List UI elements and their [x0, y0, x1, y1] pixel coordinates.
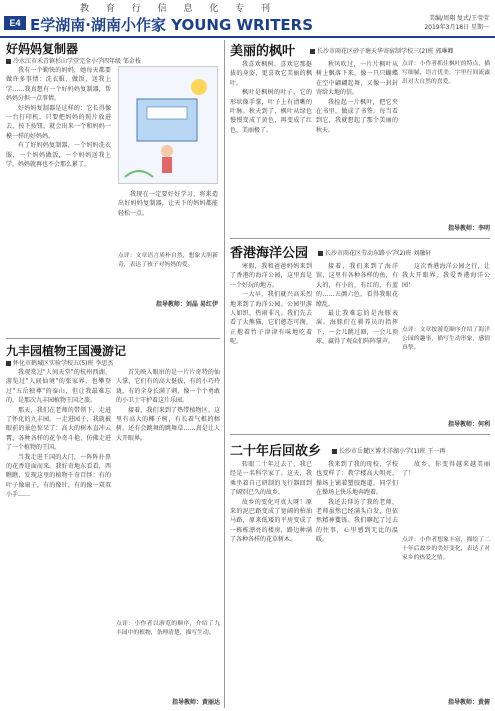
article4-paragraph: 寒假，我和爸爸妈妈来到了香港的海洋公园，这里真是一个好玩的地方。	[230, 263, 312, 289]
masthead-info	[424, 14, 489, 32]
article4-teacher: 指导教师：何利	[447, 421, 490, 428]
article2-critique: 点评：小作者以游览的顺序，介绍了九丰园中的植物，条理清楚，描写生动。	[116, 621, 220, 636]
article5-paragraph: 故乡，你变得越来越美丽了！	[402, 461, 490, 478]
article3-paragraph: 秋风吹过，一片片枫叶从树上飘落下来，像一只只蝴蝶在空中翩翩起舞，又像一封封寄给大地的信。	[316, 61, 398, 97]
article5-body-col2	[316, 460, 398, 708]
article1-paragraph: 我现在一定要好好学习，将来造出好妈妈复制器，让天下的妈妈都能轻松一点。	[118, 191, 218, 217]
child-drawing-illustration	[119, 67, 218, 184]
divider	[230, 238, 490, 239]
article2-body-col1	[6, 368, 111, 708]
article4-body-col1	[230, 262, 312, 430]
article5-body-col3	[402, 460, 490, 534]
article5-byline: 长沙市岳麓区博才洋湖小学(1)班 王一再	[332, 446, 445, 455]
article2-paragraph: 我观赏过"人间天堂"的杭州西湖，游览过"人间仙境"的张家界，也攀登过"五岳独尊"的泰山，但让我最难忘的，是那次九丰园植物王国之旅。	[6, 369, 111, 405]
article3-paragraph: 我喜欢枫树，喜欢它那挺拔的身姿，更喜欢它美丽的枫叶。	[230, 61, 312, 87]
article2-byline: 怀化市鹤城区实验学校五(5)班 李思杰	[6, 358, 113, 367]
masthead-rule	[0, 36, 495, 38]
article5-paragraph: 我来到了我的母校，学校也变样了：教学楼高大明亮，操场上铺着塑胶跑道，同学们在操场上快乐地奔跑着。	[316, 461, 398, 497]
top-bar	[0, 0, 495, 12]
article5-paragraph: 转眼二十年过去了，我已经是一名科学家了。这天，我乘坐着自己研制的飞行器回到了阔别已久的故乡。	[230, 461, 312, 497]
edition-badge: E4	[4, 16, 26, 30]
article4-paragraph: 最让我难忘的是海豚表演。海豚们在驯养员的指挥下，一会儿跳过圈，一会儿顶球，赢得了观众们阵阵掌声。	[316, 310, 398, 346]
article2-paragraph: 当我走进王国的大门，一阵阵扑鼻的花香迎面而来。我好奇地东看看，西瞧瞧，发现这里的植物千奇百怪：有的叶子像扇子，有的像针，有的像一双双小手……	[6, 453, 111, 499]
article5-paragraph: 我还去拜访了我的老师，老师虽然已经满头白发，但依然精神矍铄。我们聊起了过去的往事，心里感到无比的温暖。	[316, 498, 398, 544]
article3-paragraph: 我捡起一片枫叶，把它夹在书里，做成了书签。每当看到它，我就想起了那个美丽的秋天。	[316, 98, 398, 134]
article4-critique: 点评：文章按游览顺序介绍了海洋公园的趣事，描写生动形象，感情真挚。	[402, 327, 490, 351]
article1-title: 好妈妈复制器	[6, 42, 79, 56]
article5-teacher: 指导教师：黄俯	[447, 699, 490, 706]
column-divider	[224, 40, 225, 708]
article5-body-col1	[230, 460, 312, 708]
divider	[6, 338, 220, 339]
article3-byline: 长沙市雨花区砂子塘天华寄宿制学校三(2)班 郭琳卿	[310, 46, 453, 55]
article3-body-col2	[316, 60, 398, 236]
article2-paragraph: 首先映入眼帘的是一片片奇特的仙人掌，它们有的高大挺拔，有的小巧玲珑，有的全身长满了刺，像一个个勇敢的小卫士守护着这片乐园。	[116, 369, 220, 405]
article3-teacher: 指导教师：李明	[447, 225, 490, 232]
article5-paragraph: 故乡的变化可真大呀！原来的泥巴路变成了宽阔的柏油马路，原来低矮的平房变成了一栋栋漂亮的楼房，路边种满了各种各样的花草树木。	[230, 498, 312, 544]
editor-info: 美编/周翔 复式/王莹莹	[429, 15, 489, 22]
article2-paragraph: 接着，我们来到了热带植物区。这里有高大的椰子树，有长着气根的榕树，还有会跳舞的跳舞草……真是让人大开眼界。	[116, 406, 220, 442]
article1-body-col2	[118, 190, 218, 250]
article5-title: 二十年后回故乡	[230, 444, 322, 459]
article4-body-col3	[402, 262, 490, 322]
article5-critique: 点评：小作者想象丰富，描绘了二十年后故乡的美好变化，表达了对家乡的热爱之情。	[402, 537, 490, 561]
date-info: 2019年3月18日 星期一	[424, 24, 489, 31]
article1-critique: 点评：文章语言质朴自然，想象大胆新奇，表达了孩子对妈妈的爱。	[118, 253, 218, 268]
article3-title: 美丽的枫叶	[230, 44, 296, 59]
article4-paragraph: 接着，我们来到了海洋馆，这里有各种各样的鱼，有大的，有小的，有红的，有蓝的……五颜六色，看得我眼花缭乱。	[316, 263, 398, 308]
article3-critique: 点评：小作者抓住枫叶的特点，描写细腻，语言优美，字里行间流露出对大自然的喜爱。	[402, 61, 490, 85]
article1-paragraph: 好妈妈复制器是这样的：它长得像一台打印机，只要把妈妈的照片放进去，按下按钮，就会出来一个和妈妈一模一样的好妈妈。	[6, 104, 111, 140]
article1-paragraph: 我有一个勤快的妈妈，她每天都要做许多事情：洗衣服，做饭，送我上学……我真想有一个好妈妈复制器，帮妈妈分担一点事情。	[6, 67, 111, 103]
article4-paragraph: 一大早，我们就兴高采烈地来到了海洋公园。公园里游人如织，热闹非凡。我们先去看了大熊猫，它们憨态可掬，正抱着竹子津津有味地吃着呢。	[230, 291, 312, 346]
article4-byline: 长沙市雨花区劳动东路小学(2)班 刘融轩	[318, 248, 431, 257]
article3-body-col1	[230, 60, 312, 236]
article1-paragraph: 有了好妈妈复制器，一个妈妈洗衣服，一个妈妈做饭，一个妈妈送我上学，妈妈就再也不会那么累了。	[6, 142, 111, 169]
article4-body-col2	[316, 262, 398, 430]
article1-illustration	[118, 66, 218, 184]
article2-body-col2	[116, 368, 220, 618]
article2-paragraph: 那天，我们在老师的带领下，走进了怀化的九丰园。一走进园子，我就被眼前的景色惊呆了：高大的树木直冲云霄，各种各样的花争奇斗艳，仿佛走进了一个植物的王国。	[6, 406, 111, 452]
header-slogan: 教 育 行 信 息 化 专 刊	[80, 4, 278, 14]
article1-body-col1	[6, 66, 111, 336]
article1-teacher: 指导教师：刘晶 易红伊	[155, 301, 218, 308]
article4-paragraph: 这次香港海洋公园之行，让我大开眼界，我爱香港海洋公园！	[402, 263, 490, 289]
article3-paragraph: 枫叶是枫树的叶子，它的形状像手掌，叶子上有清晰的叶脉。秋天到了，枫叶从绿色慢慢变成了黄色，再变成了红色，美丽极了。	[230, 89, 312, 134]
masthead	[0, 12, 495, 36]
divider	[230, 434, 490, 435]
article2-title: 九丰园植物王国漫游记	[6, 344, 127, 358]
article4-title: 香港海洋公园	[230, 246, 309, 261]
article2-teacher: 指导教师：黄丽达	[171, 699, 220, 706]
article1-byline: 冷水江市禾青镇杉山学堂完全小学四年级 邹金枝	[6, 56, 141, 65]
page-title: E学湖南·湖南小作家 YOUNG WRITERS	[30, 16, 314, 34]
